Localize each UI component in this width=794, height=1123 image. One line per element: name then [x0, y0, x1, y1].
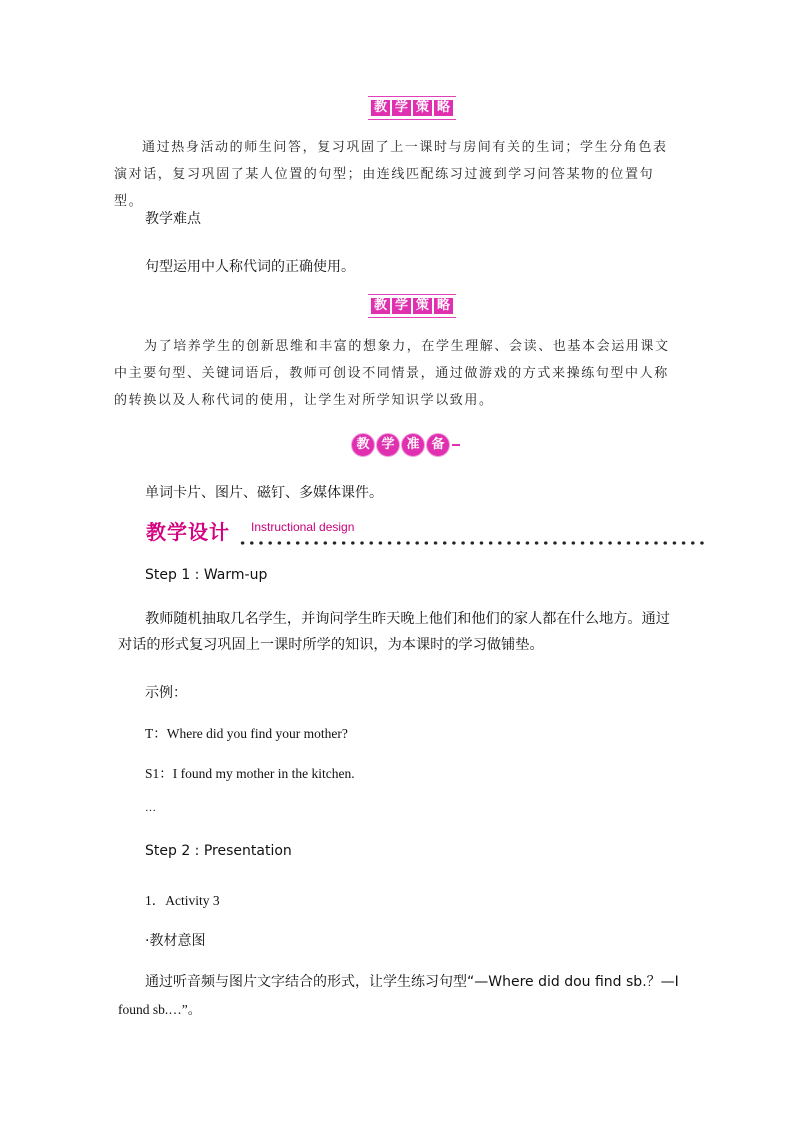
step2-title: Step 2 : Presentation	[145, 843, 292, 859]
design-title-en: Instructional design	[251, 520, 355, 534]
strategy-badge-1	[368, 96, 456, 120]
intent-text-line-1: 通过听音频与图片文字结合的形式，让学生练习句型“—Where did dou find sb.？—I	[145, 974, 679, 990]
badge-char: 策	[413, 298, 432, 314]
dialog-student: S1：I found my mother in the kitchen.	[145, 766, 355, 781]
badge-char: 学	[392, 100, 411, 116]
step1-title: Step 1 : Warm-up	[145, 567, 268, 583]
strategy-paragraph-1: 通过热身活动的师生问答，复习巩固了上一课时与房间有关的生词；学生分角色表演对话，复习巩固了某人位置的句型；由连线匹配练习过渡到学习问答某物的位置句型。	[114, 140, 668, 209]
example-label: 示例：	[145, 685, 187, 701]
difficulty-text: 句型运用中人称代词的正确使用。	[145, 259, 355, 275]
intent-text-line-2: found sb.…”。	[118, 1002, 202, 1017]
step1-paragraph: 教师随机抽取几名学生，并询问学生昨天晚上他们和他们的家人都在什么地方。通过对话的形式复习巩固上一课时所学的知识，为本课时的学习做铺垫。	[118, 611, 670, 653]
badge-char: 略	[434, 298, 453, 314]
badge-tail	[452, 444, 460, 446]
prep-badge	[351, 432, 460, 458]
strategy-badge-2	[368, 294, 456, 318]
strategy-paragraph-2: 为了培养学生的创新思维和丰富的想象力，在学生理解、会读、也基本会运用课文中主要句型、关键词语后，教师可创设不同情景，通过做游戏的方式来操练句型中人称的转换以及人称代词的使用，让学生对所学知识学以致用。	[114, 339, 670, 408]
dialog-teacher: T：Where did you find your mother?	[145, 726, 348, 741]
ellipsis: …	[145, 802, 156, 814]
badge-char: 准	[401, 433, 425, 457]
badge-char: 略	[434, 100, 453, 116]
design-section-heading	[146, 516, 706, 546]
badge-char: 策	[413, 100, 432, 116]
badge-char: 教	[371, 100, 390, 116]
badge-char: 教	[371, 298, 390, 314]
difficulty-title: 教学难点	[145, 211, 201, 227]
badge-char: 教	[351, 433, 375, 457]
badge-char: 学	[392, 298, 411, 314]
activity-label: 1．Activity 3	[145, 893, 220, 908]
dotted-divider	[238, 540, 706, 546]
design-title-zh: 教学设计	[146, 520, 230, 544]
prep-text: 单词卡片、图片、磁钉、多媒体课件。	[145, 485, 383, 501]
intent-label: ·教材意图	[145, 933, 206, 949]
badge-char: 学	[376, 433, 400, 457]
badge-char: 备	[426, 433, 450, 457]
